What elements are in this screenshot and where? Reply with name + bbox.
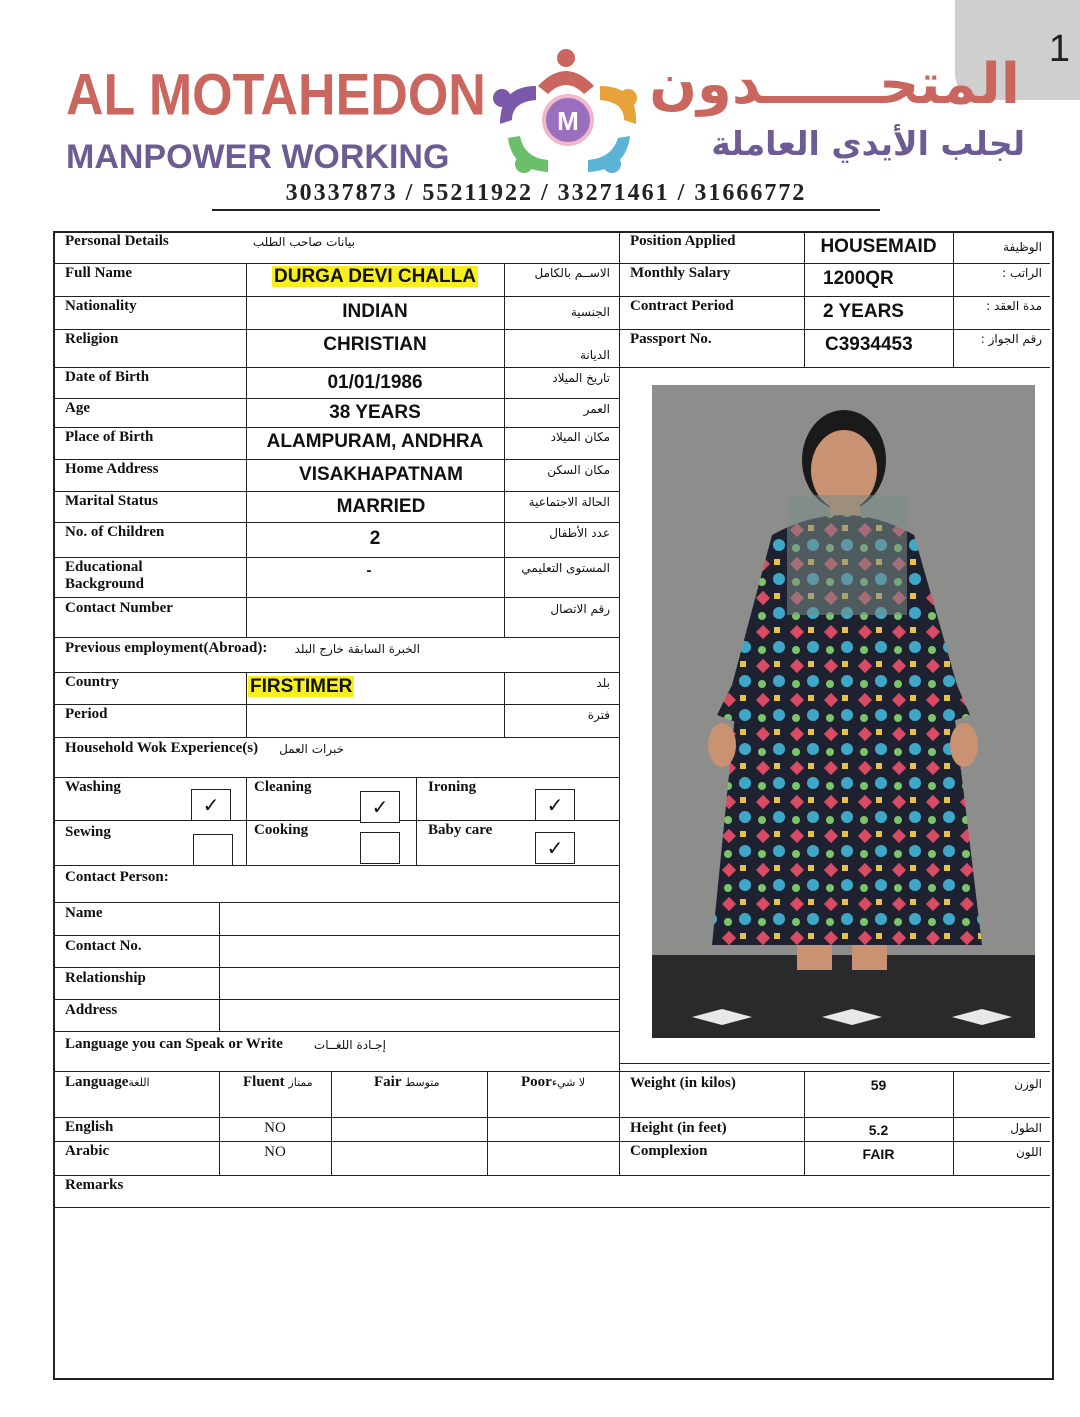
- fair-header: Fair متوسط: [374, 1074, 440, 1090]
- place-of-birth-label: Place of Birth: [65, 429, 154, 445]
- home-address-value: VISAKHAPATNAM: [299, 464, 463, 485]
- children-label-ar: عدد الأطفال: [549, 526, 610, 540]
- contact-number-label-ar: رقم الاتصال: [550, 602, 610, 616]
- rule: [246, 672, 247, 737]
- phone-numbers: 30337873 / 55211922 / 33271461 / 31666772: [212, 180, 880, 211]
- marital-status-label-ar: الحالة الاجتماعية: [528, 495, 610, 509]
- household-experience-label-ar: خبرات العمل: [279, 742, 344, 756]
- rule: [53, 902, 619, 903]
- passport-label: Passport No.: [630, 331, 712, 347]
- arabic-tagline: لجلب الأيدي العاملة: [711, 124, 1025, 163]
- nationality-label-ar: الجنسية: [570, 305, 610, 319]
- rule: [53, 263, 619, 264]
- age-label: Age: [65, 400, 90, 416]
- rule: [53, 704, 619, 705]
- dob-value: 01/01/1986: [327, 372, 423, 393]
- rule: [53, 522, 619, 523]
- education-label: Educational Background: [65, 559, 144, 592]
- dob-label-ar: تاريخ الميلاد: [552, 371, 610, 385]
- full-name-label-ar: الاســم بالكامل: [534, 266, 610, 280]
- contract-period-label: Contract Period: [630, 298, 734, 314]
- check-mark-icon: ✓: [546, 836, 564, 860]
- language-english-label: English: [65, 1119, 114, 1135]
- check-mark-icon: ✓: [546, 793, 564, 817]
- weight-label: Weight (in kilos): [630, 1075, 736, 1091]
- personal-details-label: Personal Details: [65, 233, 169, 249]
- applicant-photo: [652, 385, 1035, 1038]
- arabic-fluent-value: NO: [264, 1144, 286, 1160]
- complexion-label-ar: اللون: [1016, 1145, 1042, 1159]
- rule: [53, 967, 619, 968]
- rule: [53, 1031, 619, 1032]
- rule: [504, 263, 505, 637]
- language-section-label-ar: إجـادة اللغــات: [313, 1038, 386, 1052]
- skill-ironing-checkbox[interactable]: [535, 789, 575, 821]
- position-applied-label: Position Applied: [630, 233, 736, 249]
- language-section-label: Language you can Speak or Write: [65, 1036, 283, 1052]
- logo-letter: M: [557, 106, 579, 136]
- place-of-birth-value: ALAMPURAM, ANDHRA: [266, 431, 484, 452]
- education-value: -: [366, 562, 372, 579]
- rule: [53, 1141, 1050, 1142]
- rule: [53, 491, 619, 492]
- age-value: 38 YEARS: [329, 402, 421, 423]
- rule: [53, 737, 619, 738]
- children-label: No. of Children: [65, 524, 165, 540]
- skill-sewing-checkbox[interactable]: [193, 834, 233, 866]
- rule: [619, 329, 1050, 330]
- poor-header: Poorلا شيء: [521, 1074, 586, 1090]
- language-arabic-label: Arabic: [65, 1143, 110, 1159]
- rule: [53, 398, 619, 399]
- rule: [53, 777, 619, 778]
- nationality-value: INDIAN: [342, 301, 408, 322]
- monthly-salary-label-ar: الراتب :: [1002, 266, 1042, 280]
- rule: [487, 1071, 488, 1175]
- previous-employment-label-ar: الخبرة السابقة خارج البلد: [294, 642, 420, 656]
- passport-label-ar: رقم الجواز :: [980, 332, 1042, 346]
- rule: [53, 597, 619, 598]
- height-value: 5.2: [868, 1122, 889, 1138]
- skill-cleaning-label: Cleaning: [254, 779, 312, 795]
- complexion-label: Complexion: [630, 1143, 708, 1159]
- rule: [53, 865, 619, 866]
- rule: [619, 296, 1050, 297]
- position-applied-label-ar: الوظيفة: [1003, 240, 1042, 254]
- height-label: Height (in feet): [630, 1120, 727, 1136]
- monthly-salary-value: 1200QR: [823, 268, 894, 289]
- english-fluent-value: NO: [264, 1120, 286, 1136]
- period-label-ar: فترة: [587, 708, 610, 722]
- age-label-ar: العمر: [583, 402, 610, 416]
- contact-number-label: Contact Number: [65, 600, 173, 616]
- arabic-brand-name: المتحــــــدون: [649, 52, 1020, 117]
- nationality-label: Nationality: [65, 298, 137, 314]
- country-value: FIRSTIMER: [250, 676, 353, 697]
- full-name-value: DURGA DEVI CHALLA: [274, 266, 476, 287]
- position-applied-value: HOUSEMAID: [820, 236, 937, 257]
- period-label: Period: [65, 706, 108, 722]
- religion-value: CHRISTIAN: [323, 334, 427, 355]
- contract-period-label-ar: مدة العقد :: [986, 299, 1042, 313]
- rule: [331, 1071, 332, 1175]
- fluent-header: Fluent ممتاز: [243, 1074, 313, 1090]
- rule: [53, 329, 619, 330]
- home-address-label: Home Address: [65, 461, 159, 477]
- weight-label-ar: الوزن: [1014, 1077, 1042, 1091]
- company-logo: [488, 46, 648, 178]
- rule: [619, 263, 1050, 264]
- rule: [53, 1175, 1050, 1176]
- remarks-label: Remarks: [65, 1177, 124, 1193]
- skill-cooking-checkbox[interactable]: [360, 832, 400, 864]
- rule: [53, 999, 619, 1000]
- rule: [53, 427, 619, 428]
- rule: [53, 1117, 1050, 1118]
- rule: [246, 777, 247, 865]
- marital-status-value: MARRIED: [336, 496, 426, 517]
- brand-tagline: MANPOWER WORKING: [66, 138, 450, 176]
- skill-cleaning-checkbox[interactable]: [360, 791, 400, 823]
- religion-label-ar: الديانة: [579, 348, 610, 362]
- rule: [416, 777, 417, 865]
- rule: [219, 902, 220, 1031]
- skill-ironing-label: Ironing: [428, 779, 477, 795]
- rule: [53, 367, 619, 368]
- education-label-ar: المستوى التعليمي: [521, 561, 610, 575]
- country-label: Country: [65, 674, 120, 690]
- check-mark-icon: ✓: [202, 793, 220, 817]
- contact-person-label: Contact Person:: [65, 869, 169, 885]
- country-label-ar: بلد: [596, 676, 610, 690]
- previous-employment-label: Previous employment(Abroad):: [65, 640, 268, 656]
- skill-baby-care-label: Baby care: [428, 822, 493, 838]
- contract-period-value: 2 YEARS: [823, 301, 904, 322]
- weight-value: 59: [870, 1077, 887, 1093]
- height-label-ar: الطول: [1010, 1121, 1042, 1135]
- personal-details-label-ar: بيانات صاحب الطلب: [252, 235, 355, 249]
- children-value: 2: [369, 528, 381, 549]
- rule: [619, 367, 1050, 368]
- check-mark-icon: ✓: [371, 795, 389, 819]
- marital-status-label: Marital Status: [65, 493, 158, 509]
- rule: [53, 935, 619, 936]
- religion-label: Religion: [65, 331, 119, 347]
- place-of-birth-label-ar: مكان الميلاد: [550, 430, 610, 444]
- skill-cooking-label: Cooking: [254, 822, 309, 838]
- monthly-salary-label: Monthly Salary: [630, 265, 731, 281]
- dob-label: Date of Birth: [65, 369, 150, 385]
- rule: [504, 672, 505, 737]
- rule: [53, 1207, 1050, 1208]
- rule: [953, 1071, 954, 1175]
- language-header: Languageاللغة: [65, 1074, 150, 1090]
- rule: [619, 231, 620, 1175]
- rule: [53, 1071, 1050, 1072]
- contact-person-relationship-label: Relationship: [65, 970, 146, 986]
- household-experience-label: Household Wok Experience(s): [65, 740, 259, 756]
- contact-person-number-label: Contact No.: [65, 938, 142, 954]
- skill-washing-checkbox[interactable]: [191, 789, 231, 821]
- rule: [619, 1063, 1050, 1064]
- passport-value: C3934453: [825, 334, 913, 355]
- skill-sewing-label: Sewing: [65, 824, 111, 840]
- contact-person-name-label: Name: [65, 905, 103, 921]
- page-number: 1: [1048, 28, 1070, 70]
- rule: [53, 557, 619, 558]
- rule: [53, 637, 619, 638]
- skill-washing-label: Washing: [65, 779, 121, 795]
- brand-name: AL MOTAHEDON: [66, 63, 486, 129]
- rule: [953, 231, 954, 367]
- home-address-label-ar: مكان السكن: [547, 463, 610, 477]
- rule: [53, 296, 619, 297]
- contact-person-address-label: Address: [65, 1002, 118, 1018]
- full-name-label: Full Name: [65, 265, 133, 281]
- skill-baby-care-checkbox[interactable]: [535, 832, 575, 864]
- rule: [53, 459, 619, 460]
- rule: [53, 672, 619, 673]
- complexion-value: FAIR: [862, 1146, 895, 1162]
